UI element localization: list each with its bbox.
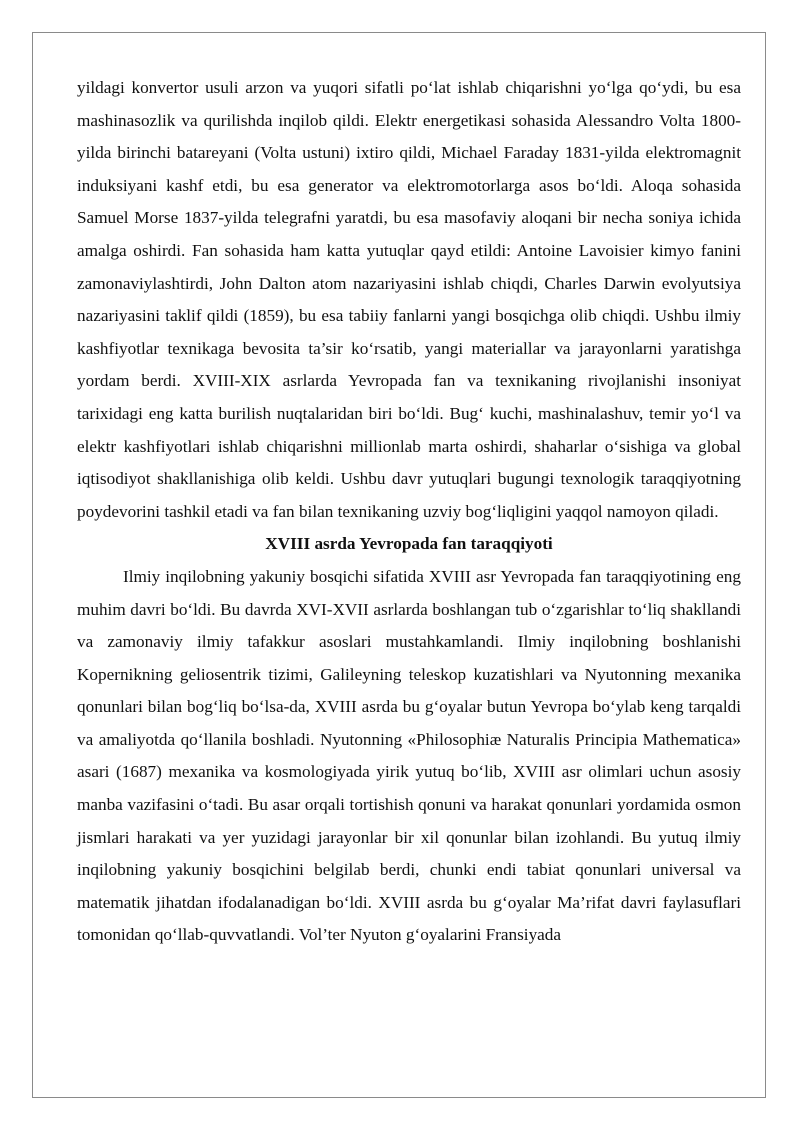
document-body [77, 72, 741, 952]
body-paragraph: yildagi konvertor usuli arzon va yuqori sifatli po‘lat ishlab chiqarishni yo‘lga qo‘ydi, bu esa mashinasozlik va qurilishda inqilob qildi. Elektr energetikasi sohasida Alessandro Volta 1800-yilda birinchi batareyani (Volta ustuni) ixtiro qildi, Michael Faraday 1831-yilda elektromagnit induksiyani kashf etdi, bu esa generator va elektromotorlarga asos bo‘ldi. Aloqa sohasida Samuel Morse 1837-yilda telegrafni yaratdi, bu esa masofaviy aloqani bir necha soniya ichida amalga oshirdi. Fan sohasida ham katta yutuqlar qayd etildi: Antoine Lavoisier kimyo fanini zamonaviylashtirdi, John Dalton atom nazariyasini ishlab chiqdi, Charles Darwin evolyutsiya nazariyasini taklif qildi (1859), bu esa tabiiy fanlarni yangi bosqichga olib chiqdi. Ushbu ilmiy kashfiyotlar texnikaga bevosita ta’sir ko‘rsatib, yangi materiallar va jarayonlarni yaratishga yordam berdi. XVIII-XIX asrlarda Yevropada fan va texnikaning rivojlanishi insoniyat tarixidagi eng katta burilish nuqtalaridan biri bo‘ldi. Bug‘ kuchi, mashinalashuv, temir yo‘l va elektr kashfiyotlari ishlab chiqarishni millionlab marta oshirdi, shaharlar o‘sishiga va global iqtisodiyot shakllanishiga olib keldi. Ushbu davr yutuqlari bugungi texnologik taraqqiyotning poydevorini tashkil etadi va fan bilan texnikaning uzviy bog‘liqligini yaqqol namoyon qiladi. [77, 78, 741, 521]
section-heading: XVIII asrda Yevropada fan taraqqiyoti [265, 534, 553, 554]
body-paragraph: Ilmiy inqilobning yakuniy bosqichi sifatida XVIII asr Yevropada fan taraqqiyotining eng muhim davri bo‘ldi. Bu davrda XVI-XVII asrlarda boshlangan tub o‘zgarishlar to‘liq shakllandi va zamonaviy ilmiy tafakkur asoslari mustahkamlandi. Ilmiy inqilobning boshlanishi Kopernikning geliosentrik tizimi, Galileyning teleskop kuzatishlari va Nyutonning mexanika qonunlari bilan bog‘liq bo‘lsa-da, XVIII asrda bu g‘oyalar butun Yevropa bo‘ylab keng tarqaldi va amaliyotda qo‘llanila boshladi. Nyutonning «Philosophiæ Naturalis Principia Mathematica» asari (1687) mexanika va kosmologiyada yirik yutuq bo‘lib, XVIII asr olimlari uchun asosiy manba vazifasini o‘tadi. Bu asar orqali tortishish qonuni va harakat qonunlari yordamida osmon jismlari harakati va yer yuzidagi jarayonlar bir xil qonunlar bilan izohlandi. Bu yutuq ilmiy inqilobning yakuniy bosqichini belgilab berdi, chunki endi tabiat qonunlari universal va matematik jihatdan ifodalanadigan bo‘ldi. XVIII asrda bu g‘oyalar Ma’rifat davri faylasuflari tomonidan qo‘llab-quvvatlandi. Vol’ter Nyuton g‘oyalarini Fransiyada [77, 566, 741, 945]
